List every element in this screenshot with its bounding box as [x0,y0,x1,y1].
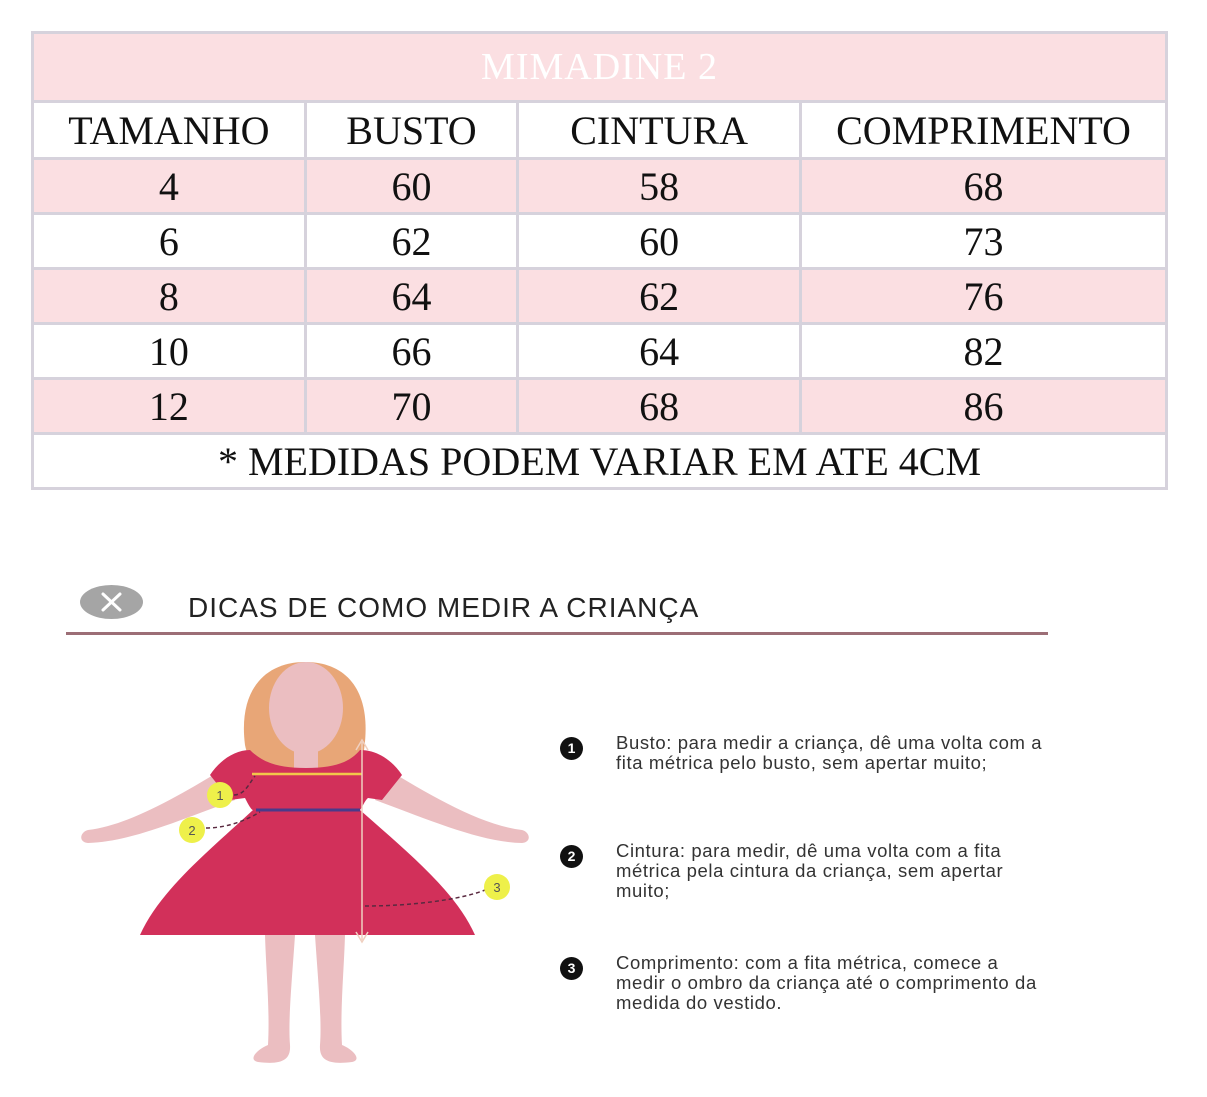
cell-busto: 60 [305,159,518,214]
cell-cintura: 60 [518,214,801,269]
cell-tamanho: 12 [33,379,306,434]
close-icon [80,585,143,619]
header-busto: BUSTO [305,102,518,159]
child-dress-illustration [60,650,550,1080]
cell-tamanho: 8 [33,269,306,324]
marker-2-label: 2 [188,823,196,838]
cell-cintura: 58 [518,159,801,214]
table-row [33,324,1167,379]
right-leg [315,935,357,1063]
cell-busto: 64 [305,269,518,324]
marker-3-label: 3 [493,880,501,895]
tips-title: DICAS DE COMO MEDIR A CRIANÇA [188,592,700,623]
cell-comprimento: 68 [801,159,1167,214]
tip-number-1: 1 [560,737,583,760]
tip-text-busto: Busto: para medir a criança, dê uma volta com a fita métrica pelo busto, sem apertar muito; [616,732,1043,773]
close-button[interactable] [80,585,143,619]
cell-cintura: 64 [518,324,801,379]
cell-cintura: 62 [518,269,801,324]
cell-tamanho: 4 [33,159,306,214]
cell-comprimento: 86 [801,379,1167,434]
cell-comprimento: 73 [801,214,1167,269]
table-title-row [33,33,1167,102]
size-table [31,31,1168,490]
table-row [33,269,1167,324]
cell-tamanho: 6 [33,214,306,269]
tip-text-cintura: Cintura: para medir, dê uma volta com a fita métrica pela cintura da criança, sem apertar muito; [616,840,1004,901]
table-note: * MEDIDAS PODEM VARIAR EM ATE 4CM [33,434,1167,489]
table-row [33,379,1167,434]
header-cintura: CINTURA [518,102,801,159]
table-title: MIMADINE 2 [33,33,1167,102]
table-note-row [33,434,1167,489]
header-comprimento: COMPRIMENTO [801,102,1167,159]
left-leg [253,935,295,1063]
cell-comprimento: 76 [801,269,1167,324]
cell-cintura: 68 [518,379,801,434]
divider [66,632,1048,635]
cell-busto: 70 [305,379,518,434]
marker-1-label: 1 [216,788,224,803]
cell-tamanho: 10 [33,324,306,379]
table-row [33,159,1167,214]
table-header-row [33,102,1167,159]
face [269,662,343,754]
cell-busto: 66 [305,324,518,379]
tip-text-comprimento: Comprimento: com a fita métrica, comece a medir o ombro da criança até o comprimento da medida do vestido. [616,952,1037,1013]
tip-number-3: 3 [560,957,583,980]
table-row [33,214,1167,269]
tip-number-2: 2 [560,845,583,868]
left-arm [81,768,235,843]
cell-comprimento: 82 [801,324,1167,379]
cell-busto: 62 [305,214,518,269]
header-tamanho: TAMANHO [33,102,306,159]
